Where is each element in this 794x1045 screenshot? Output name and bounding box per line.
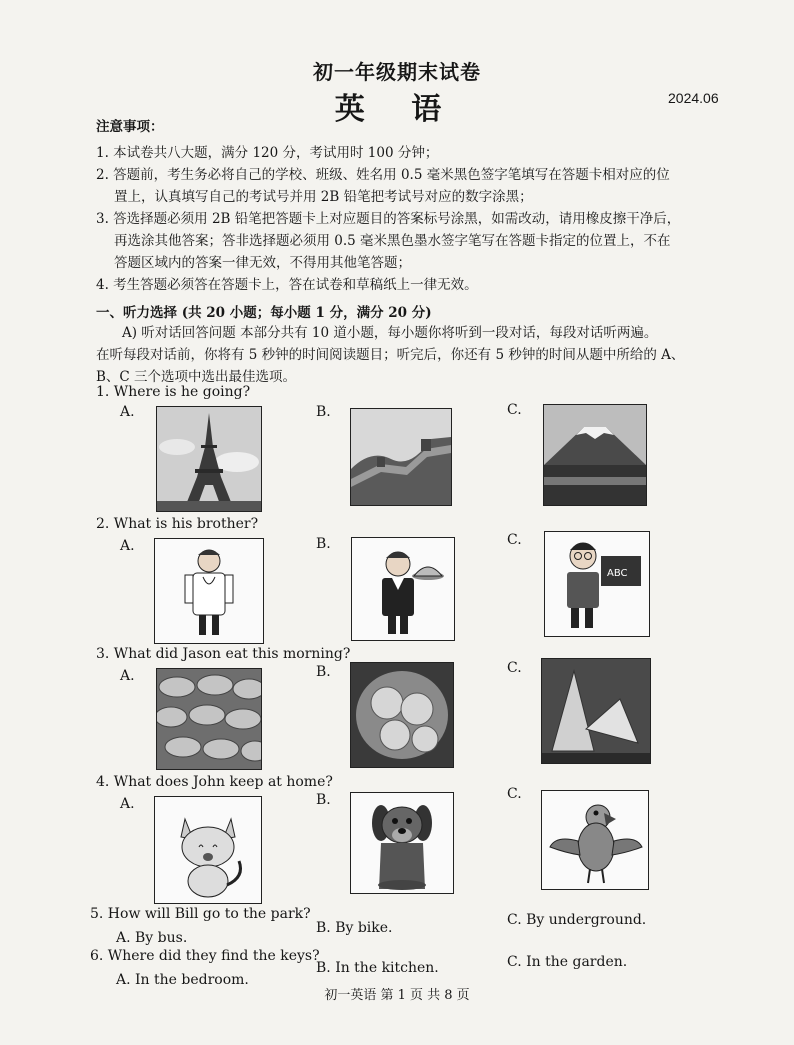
- option-text: B. In the kitchen.: [316, 960, 439, 976]
- doctor-image: [154, 538, 264, 644]
- option-text: A. In the bedroom.: [116, 972, 249, 988]
- page-footer: 初一英语 第 1 页 共 8 页: [324, 988, 470, 1003]
- teacher-image: [544, 531, 650, 637]
- option-letter: B.: [316, 404, 331, 420]
- notice-line: 答题区域内的答案一律无效，不得用其他笔答题；: [114, 255, 411, 271]
- exam-title: 初一年级期末试卷: [313, 60, 481, 84]
- svg-text:ABC: ABC: [607, 568, 628, 579]
- notice-line: 4. 考生答题必须答在答题卡上，答在试卷和草稿纸上一律无效。: [96, 277, 478, 293]
- option-letter: B.: [316, 664, 331, 680]
- notice-line: 1. 本试卷共八大题，满分 120 分，考试用时 100 分钟；: [96, 145, 439, 161]
- question-text: 6. Where did they find the keys?: [90, 948, 320, 964]
- section-heading: 一、听力选择 (共 20 小题；每小题 1 分，满分 20 分): [96, 305, 432, 321]
- option-letter: C.: [507, 786, 522, 802]
- notice-line: 置上，认真填写自己的考试号并用 2B 铅笔把考试号对应的数字涂黑；: [114, 189, 533, 205]
- eiffel-tower-image: [156, 406, 262, 512]
- steamed-buns-image: [350, 662, 454, 768]
- question-text: 1. Where is he going?: [96, 384, 251, 400]
- parrot-image: [541, 790, 649, 890]
- notice-line: 3. 答选择题必须用 2B 铅笔把答题卡上对应题目的答案标号涂黑，如需改动，请用橡皮擦干净后，: [96, 211, 681, 227]
- question-text: 3. What did Jason eat this morning?: [96, 646, 351, 662]
- option-text: B. By bike.: [316, 920, 393, 936]
- option-letter: B.: [316, 792, 331, 808]
- section-intro-line: A) 听对话回答问题 本部分共有 10 道小题，每小题你将听到一段对话，每段对话听两遍。: [122, 325, 658, 341]
- mount-fuji-image: [543, 404, 647, 506]
- option-letter: C.: [507, 660, 522, 676]
- waiter-image: [351, 537, 455, 641]
- question-text: 4. What does John keep at home?: [96, 774, 333, 790]
- option-text: C. In the garden.: [507, 954, 628, 970]
- subject-title: 英 语: [334, 92, 460, 127]
- zongzi-image: [541, 658, 651, 764]
- option-letter: A.: [120, 796, 135, 812]
- option-letter: A.: [120, 404, 135, 420]
- question-text: 2. What is his brother?: [96, 516, 259, 532]
- option-letter: B.: [316, 536, 331, 552]
- section-intro-line: B、C 三个选项中选出最佳选项。: [96, 369, 297, 385]
- notice-heading: 注意事项：: [96, 119, 164, 135]
- option-letter: A.: [120, 668, 135, 684]
- notice-line: 2. 答题前，考生务必将自己的学校、班级、姓名用 0.5 毫米黑色签字笔填写在答题卡相对应的位: [96, 167, 670, 183]
- dog-image: [350, 792, 454, 894]
- question-text: 5. How will Bill go to the park?: [90, 906, 311, 922]
- dumplings-image: [156, 668, 262, 770]
- notice-line: 再选涂其他答案；答非选择题必须用 0.5 毫米黑色墨水签字笔写在答题卡指定的位置上，不在: [114, 233, 671, 249]
- option-letter: A.: [120, 538, 135, 554]
- option-letter: C.: [507, 402, 522, 418]
- option-text: C. By underground.: [507, 912, 647, 928]
- cat-image: [154, 796, 262, 904]
- section-intro-line: 在听每段对话前，你将有 5 秒钟的时间阅读题目；听完后，你还有 5 秒钟的时间从题中所给的 A、: [96, 347, 685, 363]
- exam-date: 2024.06: [668, 90, 719, 106]
- great-wall-image: [350, 408, 452, 506]
- option-text: A. By bus.: [116, 930, 188, 946]
- option-letter: C.: [507, 532, 522, 548]
